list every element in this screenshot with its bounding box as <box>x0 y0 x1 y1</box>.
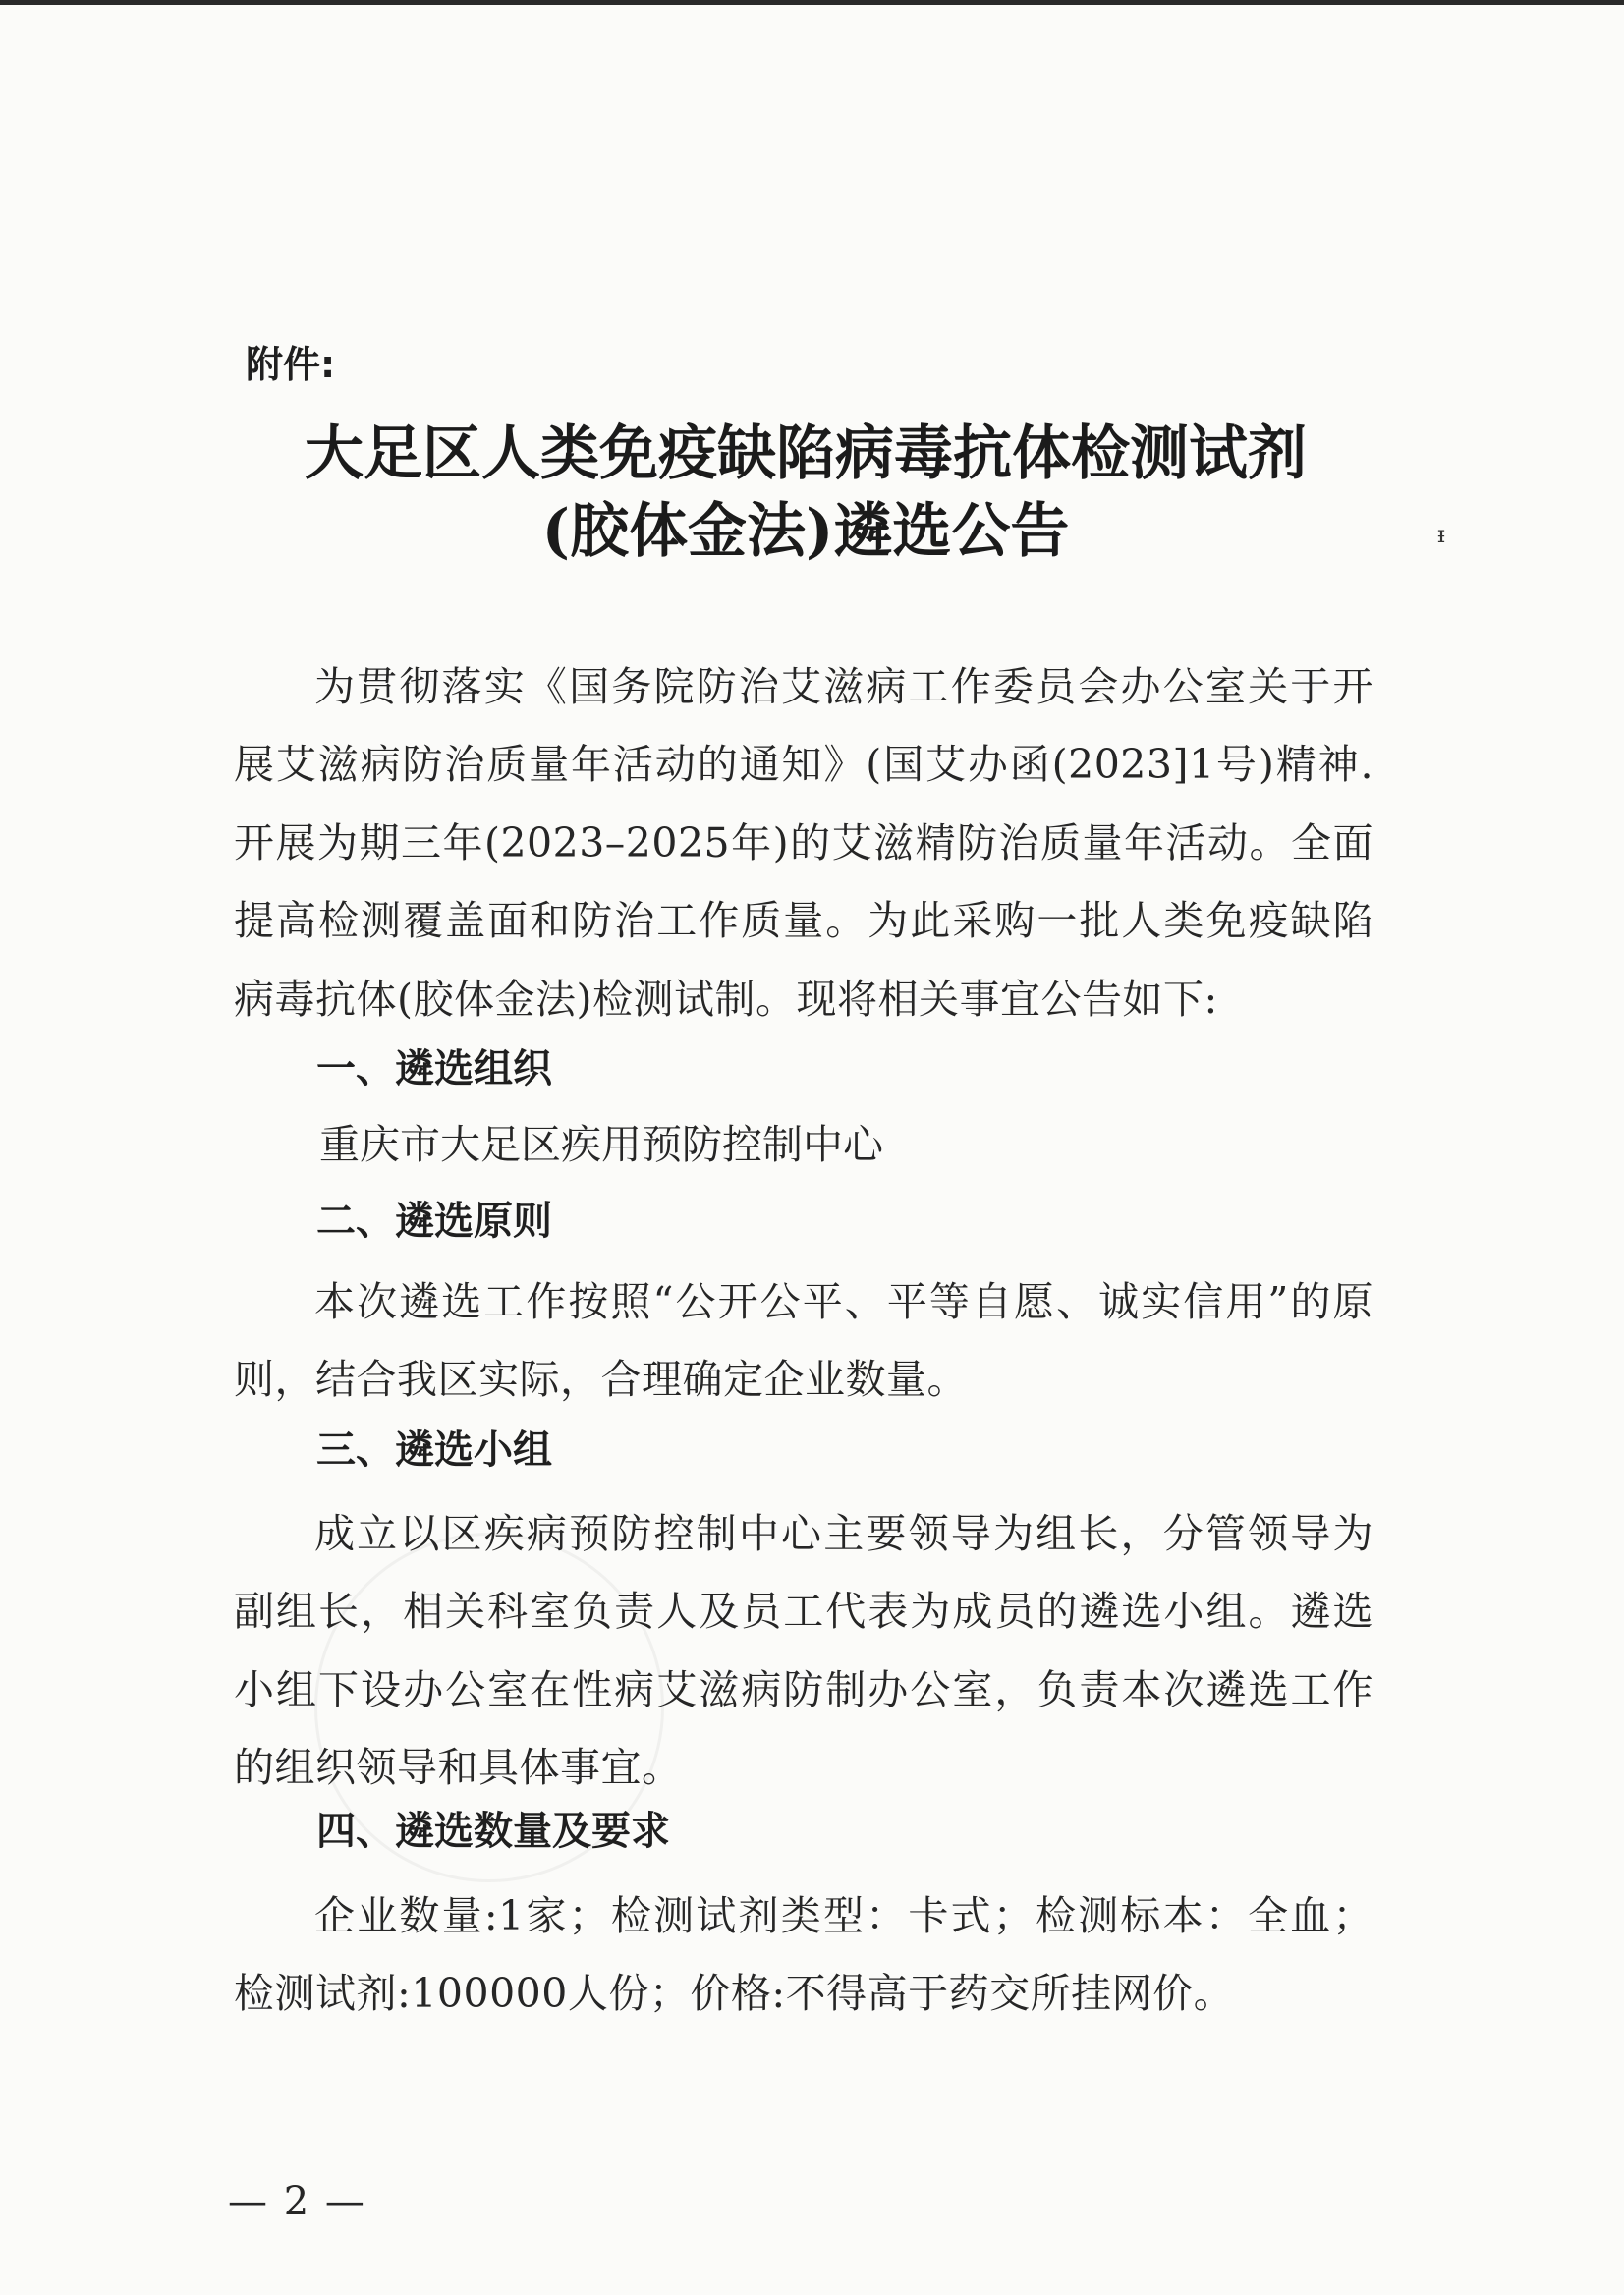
document-title-line-1: 大足区人类免疫缺陷病毒抗体检测试剂 <box>305 420 1307 488</box>
document-title-line-2: (胶体金法)遴选公告 <box>541 497 1070 566</box>
page-number: — 2 — <box>228 2179 366 2224</box>
intro-paragraph: 为贯彻落实《国务院防治艾滋病工作委员会办公室关于开展艾滋病防治质量年活动的通知》(国艾办函(2023]1号)精神.开展为期三年(2023–2025年)的艾滋精防治质量年活动。全面提高检测覆盖面和防治工作质量。为此采购一批人类免疫缺陷病毒抗体(胶体金法)检测试制。现将相关事宜公告如下: <box>234 663 1373 1023</box>
attachment-label: 附件: <box>246 343 336 386</box>
section-heading-organization: 一、遴选组织 <box>316 1046 552 1092</box>
section-text-requirements: 企业数量:1家；检测试剂类型：卡式；检测标本：全血；检测试剂:100000人份；价格:不得高于药交所挂网价。 <box>234 1892 1373 2018</box>
section-text-organization: 重庆市大足区疾用预防控制中心 <box>319 1121 883 1168</box>
scan-top-edge <box>0 0 1624 5</box>
scan-mark: ᵻ <box>1437 521 1445 548</box>
section-heading-principle: 二、遴选原则 <box>316 1199 552 1244</box>
section-text-principle: 本次遴选工作按照“公开公平、平等自愿、诚实信用”的原则，结合我区实际，合理确定企业数量。 <box>234 1278 1373 1404</box>
section-heading-requirements: 四、遴选数量及要求 <box>316 1809 670 1854</box>
section-heading-team: 三、遴选小组 <box>316 1427 552 1473</box>
section-text-team: 成立以区疾病预防控制中心主要领导为组长，分管领导为副组长，相关科室负责人及员工代表为成员的遴选小组。遴选小组下设办公室在性病艾滋病防制办公室，负责本次遴选工作的组织领导和具体事宜。 <box>234 1510 1373 1792</box>
